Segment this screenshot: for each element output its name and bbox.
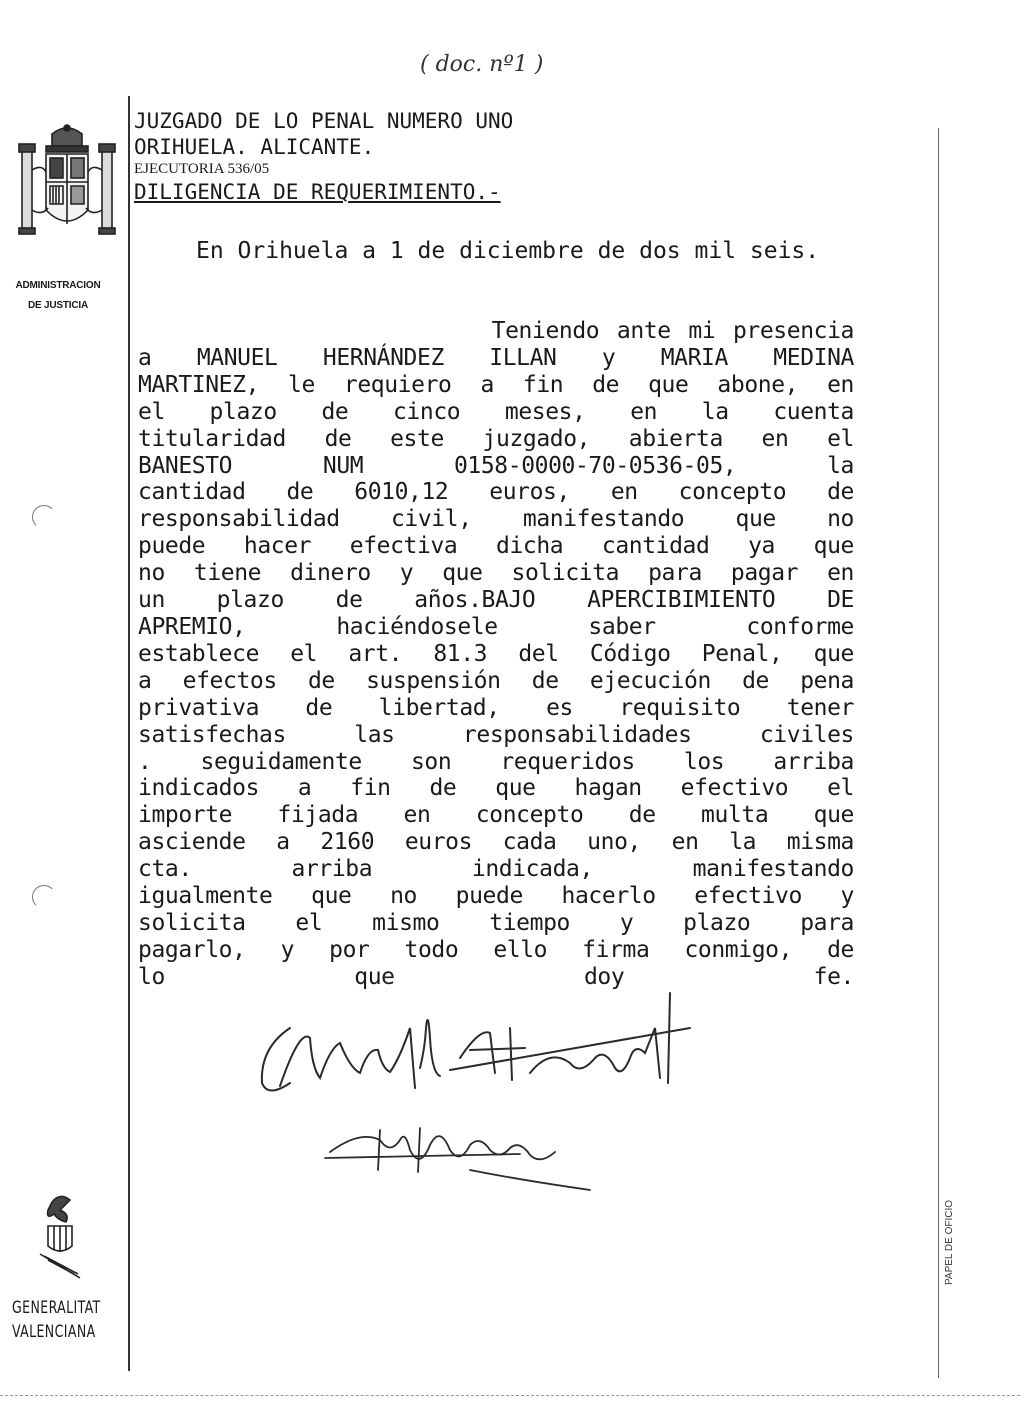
body-line: no tiene dinero y que solicita para pagar en (138, 560, 854, 587)
court-name: JUZGADO DE LO PENAL NUMERO UNO (134, 109, 514, 133)
body-line: titularidad de este juzgado, abierta en el (138, 425, 854, 452)
admin-line-2: DE JUSTICIA (27, 300, 89, 311)
right-margin-rule (938, 128, 939, 1378)
body-line: privativa de libertad, es requisito tener (138, 694, 854, 721)
case-number: EJECUTORIA 536/05 (134, 161, 270, 177)
body-line: responsabilidad civil, manifestando que no (138, 506, 854, 533)
body-line: lo que doy fe. (138, 963, 854, 990)
punch-hole-mark (32, 885, 56, 909)
requirement-body (138, 318, 854, 991)
admin-line-1: ADMINISTRACION (15, 280, 101, 291)
handwritten-doc-number: ( doc. nº1 ) (420, 52, 544, 77)
generalitat-emblem-icon (30, 1192, 90, 1282)
body-line: igualmente que no puede hacerlo efectivo y (138, 883, 854, 910)
body-line: asciende a 2160 euros cada uno, en la misma (138, 829, 854, 856)
body-line: importe fijada en concepto de multa que (138, 802, 854, 829)
body-line: Teniendo ante mi presencia (138, 318, 854, 344)
body-line: indicados a fin de que hagan efectivo el (138, 775, 854, 802)
court-header (134, 108, 513, 205)
gva-line-1: GENERALITAT (12, 1298, 101, 1318)
body-line: . seguidamente son requeridos los arriba (138, 748, 854, 775)
signature-manuel-hernandez (250, 988, 700, 1098)
gva-line-2: VALENCIANA (12, 1322, 96, 1342)
date-paragraph: En Orihuela a 1 de diciembre de dos mil seis. (196, 238, 820, 264)
body-line: establece el art. 81.3 del Código Penal, que (138, 640, 854, 667)
court-location: ORIHUELA. ALICANTE. (134, 135, 375, 159)
punch-hole-mark (32, 505, 56, 529)
document-title: DILIGENCIA DE REQUERIMIENTO.- (134, 180, 501, 204)
body-line: APREMIO, haciéndosele saber conforme (138, 613, 854, 640)
body-line: un plazo de años.BAJO APERCIBIMIENTO DE (138, 587, 854, 614)
body-line: pagarlo, y por todo ello firma conmigo, de (138, 936, 854, 963)
body-line: cantidad de 6010,12 euros, en concepto de (138, 479, 854, 506)
signature-m-medina (320, 1110, 600, 1200)
generalitat-valenciana-label (12, 1296, 101, 1344)
body-line: puede hacer efectiva dicha cantidad ya que (138, 533, 854, 560)
body-line: el plazo de cinco meses, en la cuenta (138, 398, 854, 425)
body-line: MARTINEZ, le requiero a fin de que abone, en (138, 371, 854, 398)
spanish-coat-of-arms-icon (12, 120, 122, 270)
bottom-edge (0, 1395, 1020, 1396)
body-line: BANESTO NUM 0158-0000-70-0536-05, la (138, 452, 854, 479)
body-line: a efectos de suspensión de ejecución de pena (138, 667, 854, 694)
papel-de-oficio-label: PAPEL DE OFICIO (944, 1199, 955, 1285)
body-line: cta. arriba indicada, manifestando (138, 856, 854, 883)
left-margin-rule (128, 96, 130, 1371)
body-line: solicita el mismo tiempo y plazo para (138, 909, 854, 936)
body-line: satisfechas las responsabilidades civiles (138, 721, 854, 748)
body-line: a MANUEL HERNÁNDEZ ILLAN y MARIA MEDINA (138, 344, 854, 371)
administracion-justicia-label (4, 276, 112, 316)
